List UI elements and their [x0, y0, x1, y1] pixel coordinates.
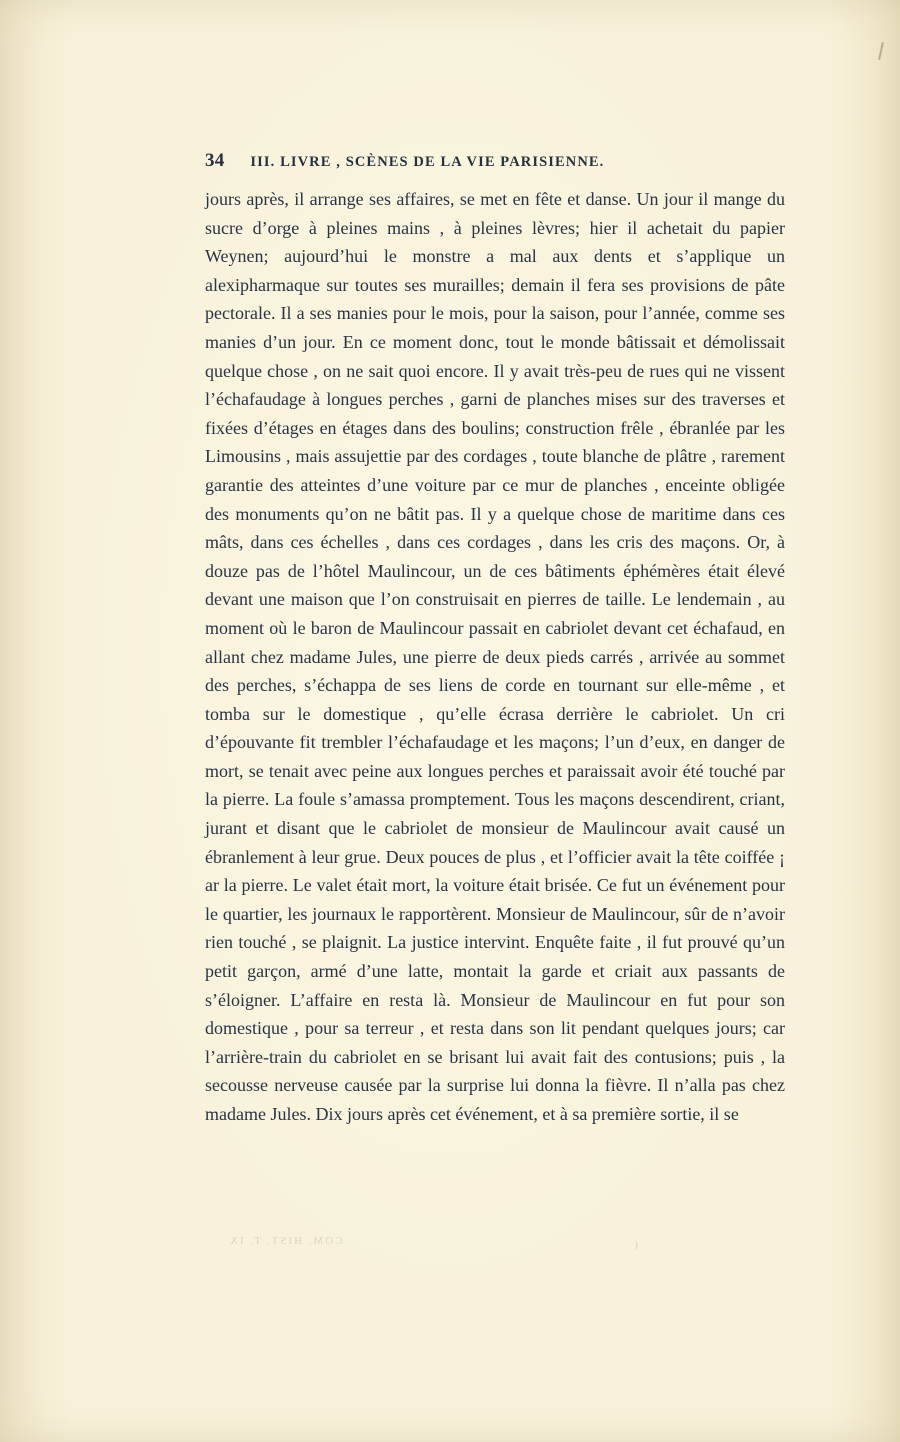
showthrough-left: ( — [632, 1239, 638, 1251]
page-number: 34 — [205, 150, 225, 171]
showthrough-right: COM. HIST. T. IX — [228, 1235, 343, 1247]
text-column — [205, 150, 785, 1129]
body-text — [205, 185, 785, 1129]
page-header — [205, 150, 785, 172]
running-head: III. LIVRE , SCÈNES DE LA VIE PARISIENNE. — [250, 154, 605, 170]
paragraph: jours après, il arrange ses affaires, se met en fête et danse. Un jour il mange du sucre d’orge à pleines mains , à pleines lèvres; hier il achetait du papier Weynen; aujourd’hui le monstre a mal aux dents et s’applique un alexipharmaque sur toutes ses murailles; demain il fera ses provisions de pâte pectorale. Il a ses manies pour le mois, pour la saison, pour l’année, comme ses manies d’un jour. En ce moment donc, tout le monde bâtissait et démolissait quelque chose , on ne sait quoi encore. Il y avait très-peu de rues qui ne vissent l’échafaudage à longues perches , garni de planches mises sur des traverses et fixées d’étages en étages dans des boulins; construction frêle , ébranlée par les Limousins , mais assujettie par des cordages , toute blanche de plâtre , rarement garantie des atteintes d’une voiture par ce mur de planches , enceinte obligée des monuments qu’on ne bâtit pas. Il y a quelque chose de maritime dans ces mâts, dans ces échelles , dans ces cordages , dans les cris des maçons. Or, à douze pas de l’hôtel Maulincour, un de ces bâtiments éphémères était élevé devant une maison que l’on construisait en pierres de taille. Le lendemain , au moment où le baron de Maulincour passait en cabriolet devant cet échafaud, en allant chez madame Jules, une pierre de deux pieds carrés , arrivée au sommet des perches, s’échappa de ses liens de corde en tournant sur elle-même , et tomba sur le domestique , qu’elle écrasa derrière le cabriolet. Un cri d’épouvante fit trembler l’échafaudage et les maçons; l’un d’eux, en danger de mort, se tenait avec peine aux longues perches et paraissait avoir été touché par la pierre. La foule s’amassa promptement. Tous les maçons descendirent, criant, jurant et disant que le cabriolet de monsieur de Maulincour avait causé un ébranlement à leur grue. Deux pouces de plus , et l’officier avait la tête coiffée ¡ ar la pierre. Le valet était mort, la voiture était brisée. Ce fut un événement pour le quartier, les journaux le rapportèrent. Monsieur de Maulincour, sûr de n’avoir rien touché , se plaignit. La justice intervint. Enquête faite , il fut prouvé qu’un petit garçon, armé d’une latte, montait la garde et criait aux passants de s’éloigner. L’affaire en resta là. Monsieur de Maulincour en fut pour son domestique , pour sa terreur , et resta dans son lit pendant quelques jours; car l’arrière-train du cabriolet en se brisant lui avait fait des contusions; puis , la secousse nerveuse causée par la surprise lui donna la fièvre. Il n’alla pas chez madame Jules. Dix jours après cet événement, et à sa première sortie, il se — [205, 189, 785, 1124]
page-edge-mark — [878, 42, 884, 60]
